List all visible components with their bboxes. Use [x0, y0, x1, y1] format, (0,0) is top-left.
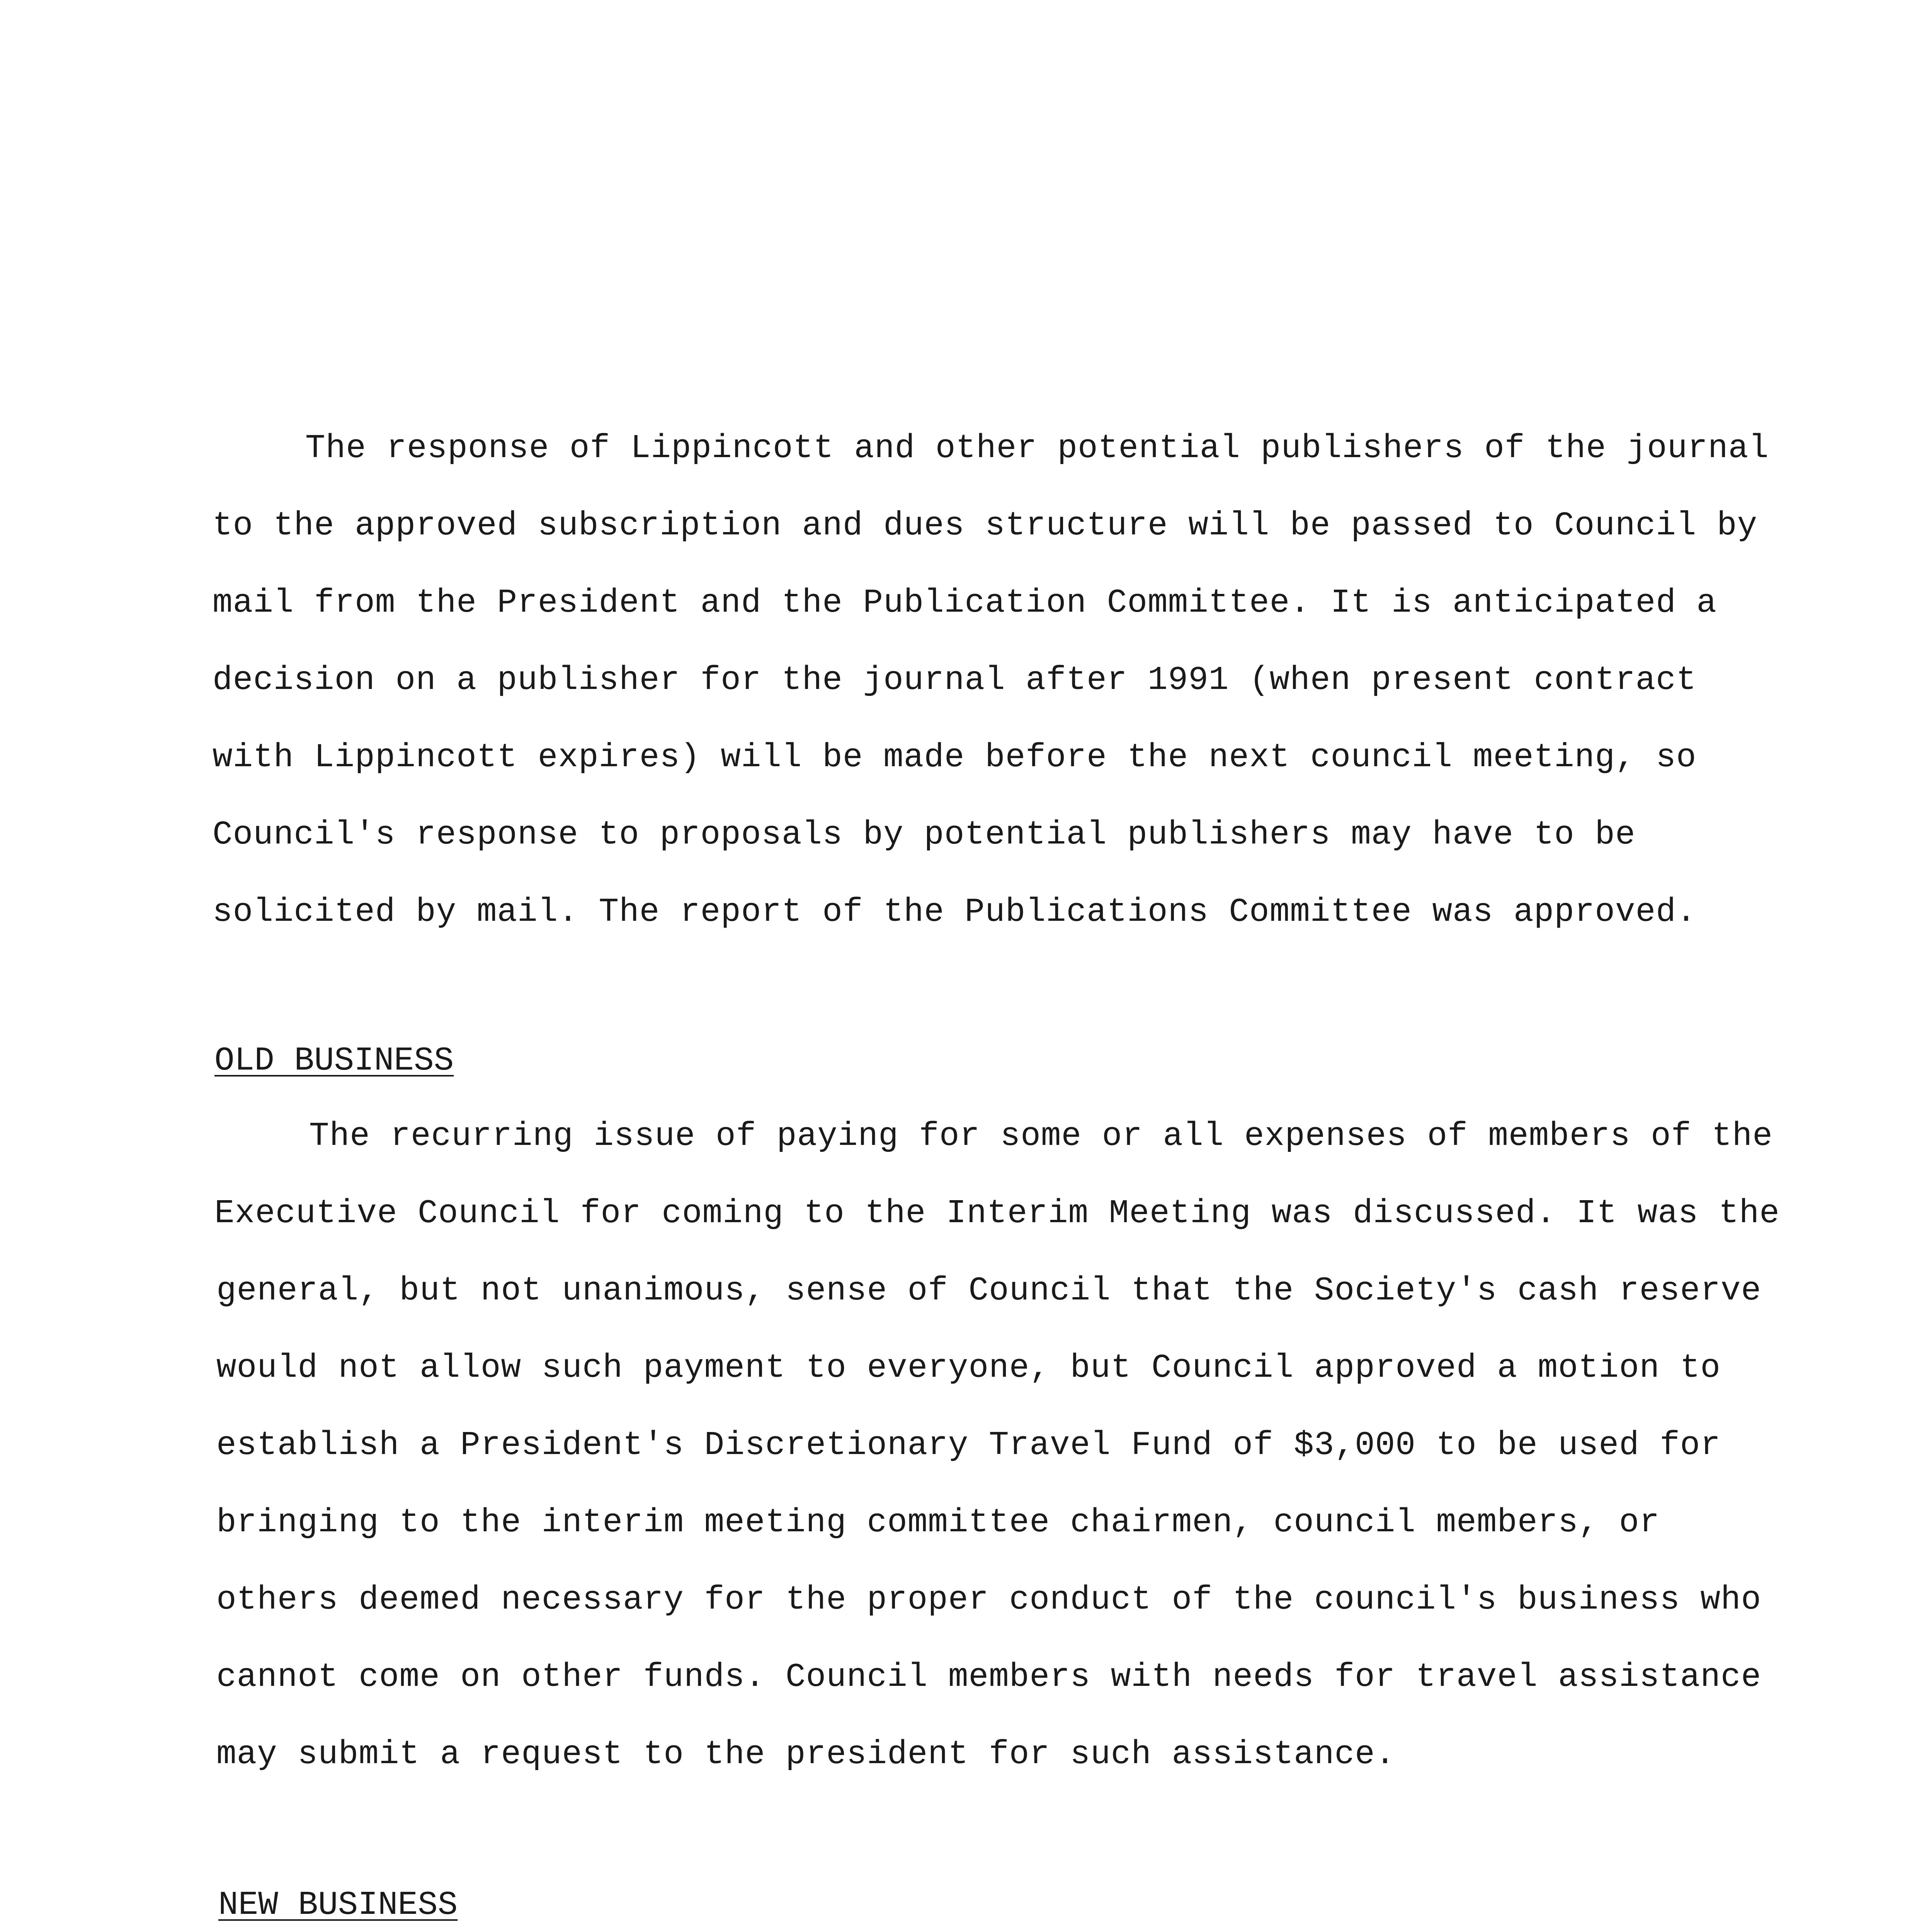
body-text-line: The recurring issue of paying for some or all expenses of members of the: [309, 1117, 1773, 1155]
body-text-line: general, but not unanimous, sense of Council that the Society's cash reserve: [216, 1272, 1762, 1310]
body-text-line: may submit a request to the president for such assistance.: [216, 1735, 1396, 1773]
body-text-line: mail from the President and the Publication Committee. It is anticipated a: [213, 584, 1717, 622]
body-text-line: to the approved subscription and dues structure will be passed to Council by: [213, 507, 1758, 544]
body-text-line: Council's response to proposals by potential publishers may have to be: [213, 816, 1636, 854]
body-text-line: bringing to the interim meeting committee chairmen, council members, or: [216, 1503, 1660, 1541]
body-text-line: decision on a publisher for the journal after 1991 (when present contract: [213, 661, 1697, 699]
body-text-line: The response of Lippincott and other potential publishers of the journal: [305, 429, 1769, 467]
body-text-line: others deemed necessary for the proper conduct of the council's business who: [216, 1581, 1762, 1619]
body-text-line: establish a President's Discretionary Travel Fund of $3,000 to be used for: [216, 1426, 1721, 1464]
body-text-line: with Lippincott expires) will be made before the next council meeting, so: [213, 738, 1697, 776]
new-business-heading: NEW BUSINESS: [218, 1886, 458, 1924]
body-text-line: Executive Council for coming to the Interim Meeting was discussed. It was the: [214, 1194, 1780, 1232]
body-text-line: would not allow such payment to everyone, but Council approved a motion to: [216, 1349, 1721, 1387]
body-text-line: cannot come on other funds. Council members with needs for travel assistance: [216, 1658, 1762, 1696]
body-text-line: solicited by mail. The report of the Publications Committee was approved.: [213, 893, 1697, 931]
old-business-heading: OLD BUSINESS: [214, 1042, 454, 1080]
